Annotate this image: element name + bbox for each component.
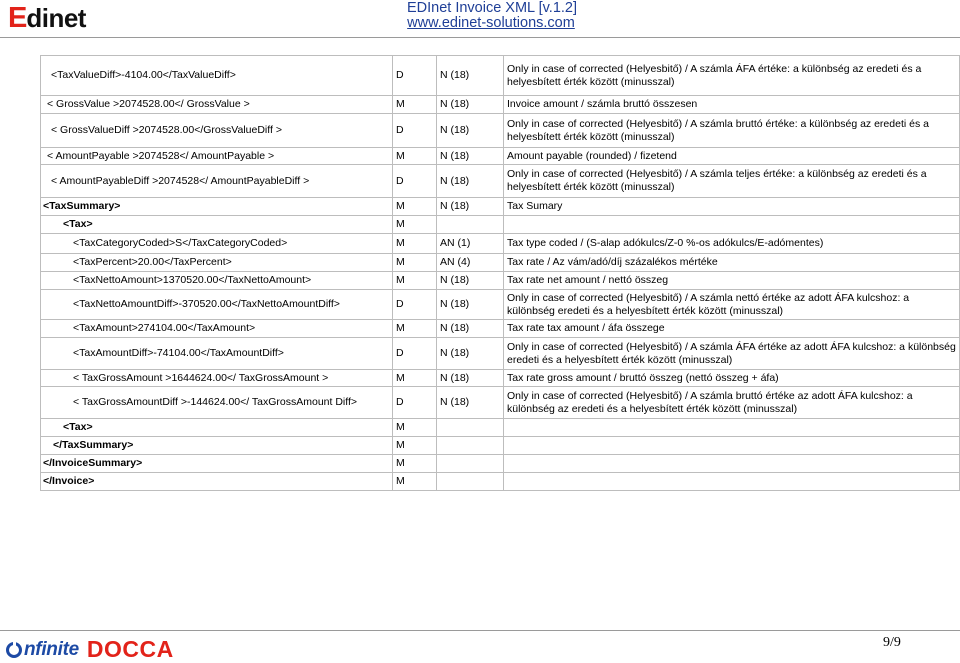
element-name-cell: < GrossValue >2074528.00</ GrossValue > [41,96,393,114]
data-type-cell: N (18) [437,148,504,165]
data-type-cell [437,419,504,437]
mandatory-flag-cell: M [393,455,437,473]
mandatory-flag-cell: M [393,437,437,455]
table-row [41,320,960,338]
website-link[interactable]: www.edinet-solutions.com [407,15,575,31]
data-type-cell: N (18) [437,320,504,338]
infinite-text: nfinite [24,638,79,660]
mandatory-flag-cell: M [393,96,437,114]
element-name-cell: < AmountPayable >2074528</ AmountPayable > [41,148,393,165]
mandatory-flag-cell: D [393,290,437,320]
element-name-cell: <TaxCategoryCoded>S</TaxCategoryCoded> [41,234,393,254]
mandatory-flag-cell: M [393,419,437,437]
data-type-cell [437,437,504,455]
data-type-cell: N (18) [437,290,504,320]
mandatory-flag-cell: M [393,370,437,387]
table-row [41,216,960,234]
description-cell: Only in case of corrected (Helyesbitő) / A számla ÁFA értéke: a különbség az eredeti és a helyesbített érték között (minusszal) [504,56,960,96]
mandatory-flag-cell: D [393,56,437,96]
element-name-cell: </Invoice> [41,473,393,491]
data-type-cell [437,455,504,473]
data-type-cell: N (18) [437,370,504,387]
header-divider [0,37,960,38]
element-name-cell: < TaxGrossAmount >1644624.00</ TaxGrossAmount > [41,370,393,387]
data-type-cell [437,473,504,491]
mandatory-flag-cell: M [393,234,437,254]
docca-text: DOCCA [86,636,174,662]
mandatory-flag-cell: D [393,387,437,419]
footer-divider [0,630,960,631]
description-cell [504,419,960,437]
element-name-cell: <TaxAmountDiff>-74104.00</TaxAmountDiff> [41,338,393,370]
table-row [41,96,960,114]
table-row [41,437,960,455]
mandatory-flag-cell: D [393,165,437,198]
mandatory-flag-cell: M [393,473,437,491]
mandatory-flag-cell: M [393,216,437,234]
mandatory-flag-cell: M [393,320,437,338]
logo-text: dinet [26,3,86,33]
data-type-cell: N (18) [437,56,504,96]
mandatory-flag-cell: M [393,148,437,165]
table-row [41,370,960,387]
infinite-i-icon [6,642,22,658]
data-type-cell: AN (1) [437,234,504,254]
element-name-cell: <TaxSummary> [41,198,393,216]
description-cell: Only in case of corrected (Helyesbitő) / A számla bruttó értéke: a különbség az eredeti és a helyesbített érték között (minusszal) [504,114,960,148]
logo-letter-e: E [8,2,27,34]
description-cell: Only in case of corrected (Helyesbitő) / A számla ÁFA értéke az adott ÁFA kulcshoz: a különbség eredeti és a helyesbített érték között (minusszal) [504,338,960,370]
mandatory-flag-cell: M [393,272,437,290]
element-name-cell: </TaxSummary> [41,437,393,455]
description-cell: Invoice amount / számla bruttó összesen [504,96,960,114]
description-cell: Tax rate gross amount / bruttó összeg (nettó összeg + áfa) [504,370,960,387]
description-cell: Only in case of corrected (Helyesbitő) / A számla bruttó értéke az adott ÁFA kulcshoz: a különbség az eredeti és a helyesbített érték között (minusszal) [504,387,960,419]
description-cell: Tax rate / Az vám/adó/díj százalékos mértéke [504,254,960,272]
mandatory-flag-cell: M [393,198,437,216]
description-cell: Amount payable (rounded) / fizetend [504,148,960,165]
description-cell: Only in case of corrected (Helyesbitő) / A számla nettó értéke az adott ÁFA kulcshoz: a különbség eredeti és a helyesbített érték között (minusszal) [504,290,960,320]
data-type-cell: N (18) [437,387,504,419]
element-name-cell: <TaxValueDiff>-4104.00</TaxValueDiff> [41,56,393,96]
data-type-cell: AN (4) [437,254,504,272]
table-row [41,419,960,437]
mandatory-flag-cell: D [393,114,437,148]
mandatory-flag-cell: D [393,338,437,370]
table-row [41,254,960,272]
element-name-cell: <TaxNettoAmountDiff>-370520.00</TaxNettoAmountDiff> [41,290,393,320]
infinite-docca-logo [6,636,174,663]
description-cell: Only in case of corrected (Helyesbitő) / A számla teljes értéke: a különbség az eredeti és a helyesbített érték között (minusszal) [504,165,960,198]
element-name-cell: <TaxNettoAmount>1370520.00</TaxNettoAmount> [41,272,393,290]
element-name-cell: <Tax> [41,216,393,234]
data-type-cell: N (18) [437,165,504,198]
element-name-cell: <TaxAmount>274104.00</TaxAmount> [41,320,393,338]
xml-spec-table [40,55,960,491]
element-name-cell: < AmountPayableDiff >2074528</ AmountPayableDiff > [41,165,393,198]
table-row [41,272,960,290]
table-row [41,338,960,370]
description-cell [504,455,960,473]
table-row [41,234,960,254]
data-type-cell: N (18) [437,114,504,148]
table-row [41,455,960,473]
description-cell: Tax rate net amount / nettó összeg [504,272,960,290]
table-row [41,148,960,165]
data-type-cell: N (18) [437,198,504,216]
edinet-logo [8,2,86,35]
element-name-cell: < GrossValueDiff >2074528.00</GrossValueDiff > [41,114,393,148]
document-title: EDInet Invoice XML [v.1.2] [406,0,578,16]
element-name-cell: <Tax> [41,419,393,437]
description-cell: Tax type coded / (S-alap adókulcs/Z-0 %-os adókulcs/E-adómentes) [504,234,960,254]
table-row [41,387,960,419]
element-name-cell: <TaxPercent>20.00</TaxPercent> [41,254,393,272]
element-name-cell: </InvoiceSummary> [41,455,393,473]
page-number: 9/9 [883,635,901,650]
data-type-cell [437,216,504,234]
table-row [41,198,960,216]
description-cell [504,437,960,455]
element-name-cell: < TaxGrossAmountDiff >-144624.00</ TaxGrossAmount Diff> [41,387,393,419]
description-cell: Tax Sumary [504,198,960,216]
description-cell: Tax rate tax amount / áfa összege [504,320,960,338]
table-row [41,114,960,148]
table-row [41,290,960,320]
mandatory-flag-cell: M [393,254,437,272]
description-cell [504,216,960,234]
table-row [41,473,960,491]
table-row [41,56,960,96]
data-type-cell: N (18) [437,338,504,370]
table-row [41,165,960,198]
data-type-cell: N (18) [437,272,504,290]
description-cell [504,473,960,491]
data-type-cell: N (18) [437,96,504,114]
